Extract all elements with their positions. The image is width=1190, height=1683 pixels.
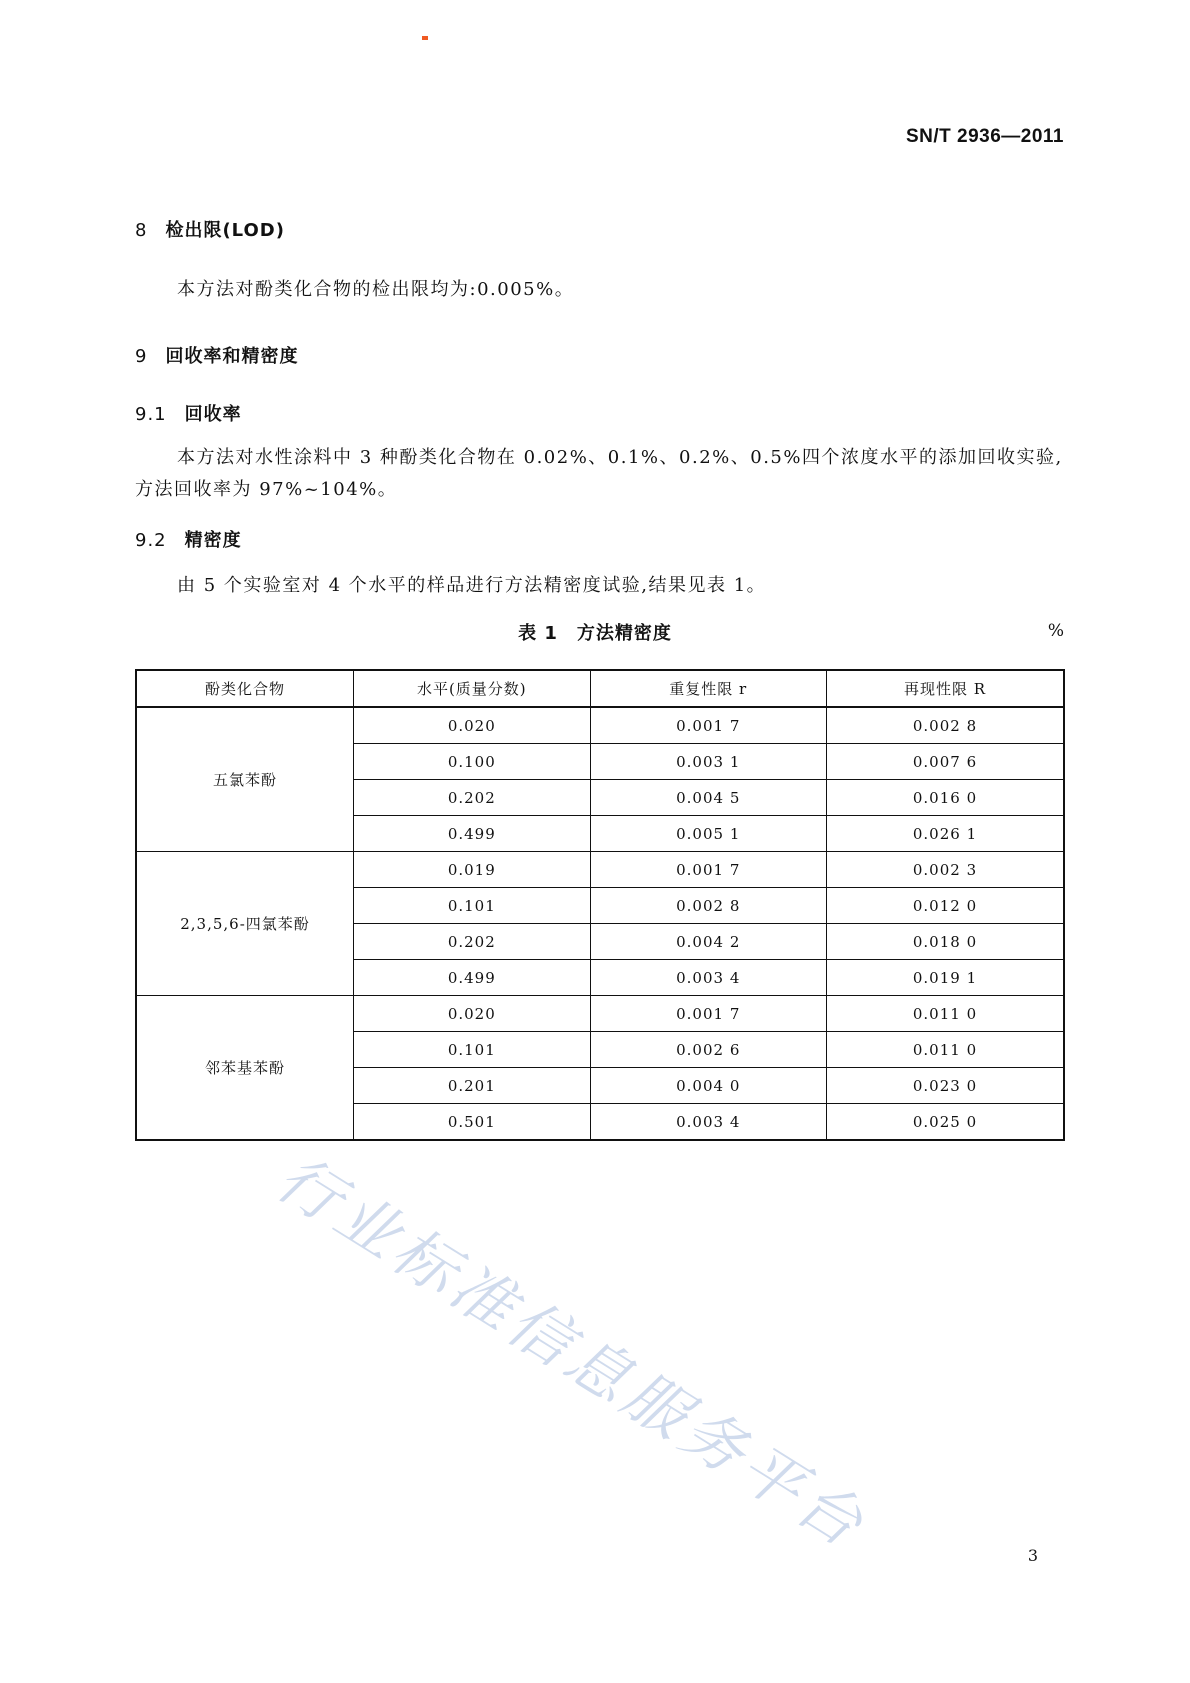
R-cell: 0.019 1 [827, 960, 1065, 996]
section-9-1-heading [135, 400, 242, 426]
level-cell: 0.499 [354, 960, 590, 996]
table-title: 表 1 方法精密度 [518, 623, 672, 644]
level-cell: 0.499 [354, 816, 590, 852]
level-cell: 0.020 [354, 707, 590, 744]
section-number: 9.1 [135, 404, 167, 425]
r-cell: 0.003 1 [590, 744, 826, 780]
header-repeatability: 重复性限 r [590, 670, 826, 707]
section-number: 9.2 [135, 530, 167, 551]
section-title: 精密度 [184, 530, 242, 551]
section-8-text: 本方法对酚类化合物的检出限均为:0.005%。 [177, 279, 575, 300]
section-number: 8 [135, 220, 148, 241]
r-cell: 0.004 2 [590, 924, 826, 960]
r-cell: 0.002 6 [590, 1032, 826, 1068]
R-cell: 0.025 0 [827, 1104, 1065, 1141]
r-cell: 0.004 0 [590, 1068, 826, 1104]
section-9-1-text: 本方法对水性涂料中 3 种酚类化合物在 0.02%、0.1%、0.2%、0.5%四个浓度水平的添加回收实验,方法回收率为 97%~104%。 [135, 447, 1063, 500]
standard-code: SN/T 2936—2011 [905, 126, 1064, 147]
page-number: 3 [1027, 1546, 1038, 1565]
level-cell: 0.100 [354, 744, 590, 780]
level-cell: 0.202 [354, 924, 590, 960]
compound-cell: 2,3,5,6-四氯苯酚 [136, 852, 354, 996]
r-cell: 0.003 4 [590, 1104, 826, 1141]
section-9-2-heading [135, 526, 242, 552]
r-cell: 0.001 7 [590, 852, 826, 888]
table-row [136, 996, 1064, 1032]
corner-mark [422, 36, 428, 40]
level-cell: 0.101 [354, 888, 590, 924]
table-header-row [136, 670, 1064, 707]
section-title: 检出限(LOD) [165, 220, 285, 241]
R-cell: 0.011 0 [827, 1032, 1065, 1068]
section-number: 9 [135, 346, 148, 367]
section-9-heading [135, 342, 298, 368]
level-cell: 0.019 [354, 852, 590, 888]
header-level: 水平(质量分数) [354, 670, 590, 707]
compound-cell: 五氯苯酚 [136, 707, 354, 852]
R-cell: 0.018 0 [827, 924, 1065, 960]
r-cell: 0.001 7 [590, 707, 826, 744]
level-cell: 0.020 [354, 996, 590, 1032]
R-cell: 0.016 0 [827, 780, 1065, 816]
R-cell: 0.011 0 [827, 996, 1065, 1032]
section-title: 回收率和精密度 [165, 346, 299, 367]
section-9-2-text: 由 5 个实验室对 4 个水平的样品进行方法精密度试验,结果见表 1。 [177, 575, 767, 596]
r-cell: 0.004 5 [590, 780, 826, 816]
R-cell: 0.026 1 [827, 816, 1065, 852]
compound-cell: 邻苯基苯酚 [136, 996, 354, 1141]
level-cell: 0.201 [354, 1068, 590, 1104]
R-cell: 0.023 0 [827, 1068, 1065, 1104]
r-cell: 0.001 7 [590, 996, 826, 1032]
header-reproducibility: 再现性限 R [827, 670, 1065, 707]
watermark: 行业标准信息服务平台 [264, 1141, 880, 1564]
r-cell: 0.002 8 [590, 888, 826, 924]
R-cell: 0.012 0 [827, 888, 1065, 924]
R-cell: 0.007 6 [827, 744, 1065, 780]
precision-table [135, 669, 1065, 1141]
table-row [136, 707, 1064, 744]
section-8-heading [135, 216, 285, 242]
r-cell: 0.005 1 [590, 816, 826, 852]
level-cell: 0.501 [354, 1104, 590, 1141]
R-cell: 0.002 8 [827, 707, 1065, 744]
r-cell: 0.003 4 [590, 960, 826, 996]
level-cell: 0.101 [354, 1032, 590, 1068]
header-compound: 酚类化合物 [136, 670, 354, 707]
R-cell: 0.002 3 [827, 852, 1065, 888]
table-unit: % [1047, 621, 1064, 641]
level-cell: 0.202 [354, 780, 590, 816]
section-title: 回收率 [184, 404, 242, 425]
table-row [136, 852, 1064, 888]
